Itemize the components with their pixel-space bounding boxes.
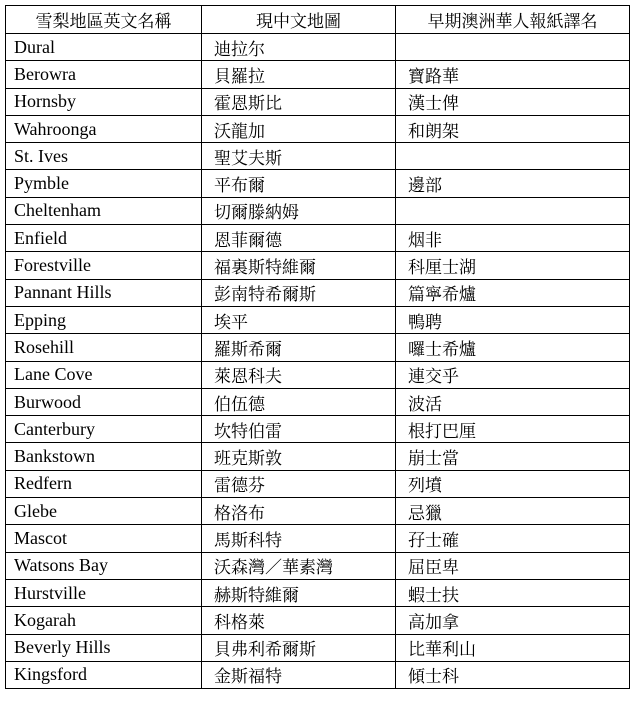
early-newspaper-name-cell: 崩士當 (396, 443, 630, 470)
early-newspaper-name-cell: 篇寧希爐 (396, 279, 630, 306)
current-chinese-name-cell: 馬斯科特 (202, 525, 396, 552)
current-chinese-name-cell: 切爾滕納姆 (202, 197, 396, 224)
current-chinese-name-cell: 平布爾 (202, 170, 396, 197)
early-newspaper-name-cell: 波活 (396, 388, 630, 415)
english-name-cell: Mascot (6, 525, 202, 552)
table-row (6, 334, 630, 361)
table-row (6, 225, 630, 252)
current-chinese-name-cell: 雷德芬 (202, 470, 396, 497)
current-chinese-name-cell: 貝羅拉 (202, 61, 396, 88)
table-row (6, 634, 630, 661)
early-newspaper-name-cell (396, 197, 630, 224)
table-row (6, 306, 630, 333)
english-name-cell: Glebe (6, 498, 202, 525)
english-name-cell: Watsons Bay (6, 552, 202, 579)
table-row (6, 361, 630, 388)
early-newspaper-name-cell: 邊部 (396, 170, 630, 197)
english-name-cell: Kogarah (6, 607, 202, 634)
table-row (6, 279, 630, 306)
english-name-cell: Pannant Hills (6, 279, 202, 306)
early-newspaper-name-cell: 列墳 (396, 470, 630, 497)
english-name-cell: Cheltenham (6, 197, 202, 224)
english-name-cell: Beverly Hills (6, 634, 202, 661)
table-row (6, 498, 630, 525)
english-name-cell: Bankstown (6, 443, 202, 470)
early-newspaper-name-cell: 根打巴厘 (396, 416, 630, 443)
current-chinese-name-cell: 貝弗利希爾斯 (202, 634, 396, 661)
current-chinese-name-cell: 福裏斯特維爾 (202, 252, 396, 279)
english-name-cell: Berowra (6, 61, 202, 88)
english-name-cell: Wahroonga (6, 115, 202, 142)
current-chinese-name-cell: 伯伍德 (202, 388, 396, 415)
current-chinese-name-cell: 埃平 (202, 306, 396, 333)
english-name-cell: Kingsford (6, 661, 202, 688)
english-name-cell: Forestville (6, 252, 202, 279)
current-chinese-name-cell: 沃森灣／華素灣 (202, 552, 396, 579)
english-name-cell: Burwood (6, 388, 202, 415)
header-row (6, 6, 630, 34)
table-row (6, 252, 630, 279)
early-newspaper-name-cell: 高加拿 (396, 607, 630, 634)
header-english-name: 雪梨地區英文名稱 (6, 6, 202, 34)
table-row (6, 170, 630, 197)
current-chinese-name-cell: 迪拉尔 (202, 34, 396, 61)
table-row (6, 443, 630, 470)
early-newspaper-name-cell: 孖士確 (396, 525, 630, 552)
table-row (6, 197, 630, 224)
current-chinese-name-cell: 沃龍加 (202, 115, 396, 142)
english-name-cell: Rosehill (6, 334, 202, 361)
table-row (6, 607, 630, 634)
early-newspaper-name-cell (396, 34, 630, 61)
current-chinese-name-cell: 彭南特希爾斯 (202, 279, 396, 306)
table-row (6, 661, 630, 688)
english-name-cell: Pymble (6, 170, 202, 197)
suburb-name-table (5, 5, 630, 689)
header-early-newspaper-name: 早期澳洲華人報紙譯名 (396, 6, 630, 34)
table-row (6, 61, 630, 88)
english-name-cell: St. Ives (6, 143, 202, 170)
english-name-cell: Epping (6, 306, 202, 333)
early-newspaper-name-cell: 屈臣卑 (396, 552, 630, 579)
early-newspaper-name-cell: 寶路華 (396, 61, 630, 88)
early-newspaper-name-cell: 蝦士扶 (396, 579, 630, 606)
current-chinese-name-cell: 金斯福特 (202, 661, 396, 688)
english-name-cell: Enfield (6, 225, 202, 252)
early-newspaper-name-cell: 科厘士湖 (396, 252, 630, 279)
table-row (6, 115, 630, 142)
english-name-cell: Hornsby (6, 88, 202, 115)
current-chinese-name-cell: 科格萊 (202, 607, 396, 634)
english-name-cell: Redfern (6, 470, 202, 497)
early-newspaper-name-cell: 傾士科 (396, 661, 630, 688)
table-row (6, 525, 630, 552)
current-chinese-name-cell: 霍恩斯比 (202, 88, 396, 115)
current-chinese-name-cell: 赫斯特維爾 (202, 579, 396, 606)
early-newspaper-name-cell: 比華利山 (396, 634, 630, 661)
english-name-cell: Canterbury (6, 416, 202, 443)
early-newspaper-name-cell: 漢士俾 (396, 88, 630, 115)
table-row (6, 388, 630, 415)
early-newspaper-name-cell: 鴨聘 (396, 306, 630, 333)
current-chinese-name-cell: 格洛布 (202, 498, 396, 525)
table-row (6, 470, 630, 497)
english-name-cell: Hurstville (6, 579, 202, 606)
current-chinese-name-cell: 羅斯希爾 (202, 334, 396, 361)
early-newspaper-name-cell (396, 143, 630, 170)
current-chinese-name-cell: 聖艾夫斯 (202, 143, 396, 170)
current-chinese-name-cell: 班克斯敦 (202, 443, 396, 470)
table-row (6, 88, 630, 115)
english-name-cell: Lane Cove (6, 361, 202, 388)
table-row (6, 552, 630, 579)
early-newspaper-name-cell: 忌獵 (396, 498, 630, 525)
current-chinese-name-cell: 恩菲爾德 (202, 225, 396, 252)
table-row (6, 416, 630, 443)
current-chinese-name-cell: 萊恩科夫 (202, 361, 396, 388)
english-name-cell: Dural (6, 34, 202, 61)
table-row (6, 143, 630, 170)
header-current-chinese-name: 現中文地圖 (202, 6, 396, 34)
current-chinese-name-cell: 坎特伯雷 (202, 416, 396, 443)
early-newspaper-name-cell: 和朗架 (396, 115, 630, 142)
early-newspaper-name-cell: 連交乎 (396, 361, 630, 388)
early-newspaper-name-cell: 囉士希爐 (396, 334, 630, 361)
table-row (6, 579, 630, 606)
early-newspaper-name-cell: 烟非 (396, 225, 630, 252)
table-row (6, 34, 630, 61)
